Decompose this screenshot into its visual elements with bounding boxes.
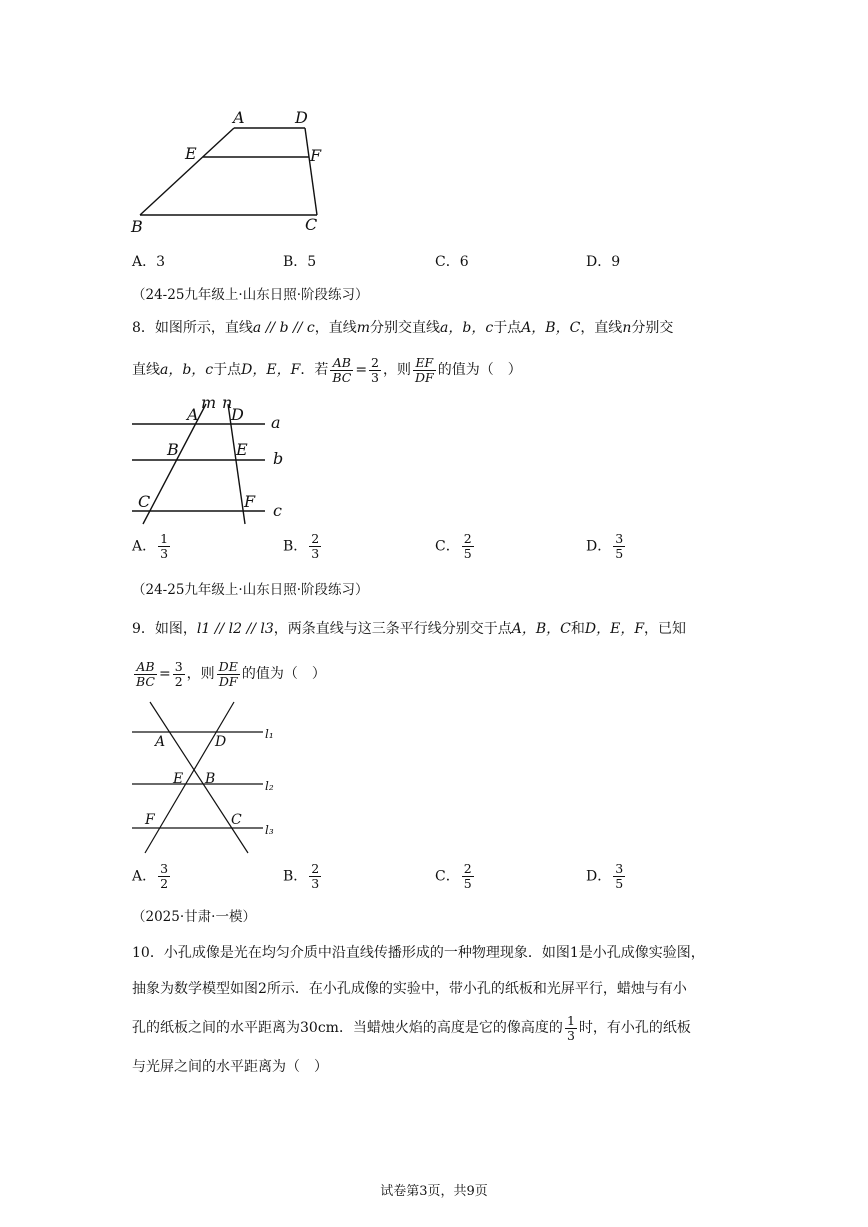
label-F: F (145, 812, 155, 828)
label-A: A (233, 108, 245, 127)
q10-stem-line2: 抽象为数学模型如图2所示．在小孔成像的实验中，带小孔的纸板和光屏平行，蜡烛与有小 (132, 981, 687, 997)
segment-AB (140, 128, 234, 215)
figure-q9-crossing-lines (125, 698, 290, 858)
q9-stem-line1: 9．如图，l1 // l2 // l3，两条直线与这三条平行线分别交于点A，B，C和D，E，F，已知 (132, 621, 687, 637)
label-A: A (155, 734, 166, 750)
q9-given-ratio: $\frac{AB}{BC}$ (136, 658, 155, 689)
label-C: C (138, 492, 151, 511)
label-D: D (231, 405, 244, 424)
label-l2: l₂ (265, 779, 274, 793)
label-F: F (310, 146, 322, 165)
q8-given-ratio: $\frac{AB}{BC}$ (332, 354, 352, 385)
q9-option-a[interactable]: A． $\frac{3}{2}$ (132, 861, 169, 891)
q8-option-a[interactable]: A． $\frac{1}{3}$ (132, 531, 169, 561)
q8-asked-ratio: $\frac{EF}{DF}$ (415, 354, 434, 385)
label-B: B (167, 440, 179, 459)
label-B: B (131, 217, 143, 236)
q9-asked-ratio: $\frac{DE}{DF}$ (218, 658, 238, 689)
figure-q7-trapezoid (125, 105, 335, 240)
q9-option-d[interactable]: D． $\frac{3}{5}$ (586, 861, 624, 891)
q9-source: （24-25九年级上·山东日照·阶段练习） (132, 582, 369, 598)
label-m: m (201, 393, 217, 412)
label-C: C (231, 812, 242, 828)
label-b: b (273, 449, 284, 468)
segment-DC (305, 128, 317, 215)
q7-option-b[interactable]: B．5 (283, 254, 317, 270)
label-E: E (185, 144, 197, 163)
line-DF (145, 702, 234, 853)
label-l1: l₁ (265, 727, 274, 741)
q8-option-b[interactable]: B． $\frac{2}{3}$ (283, 531, 320, 561)
label-E: E (173, 771, 184, 787)
page-footer: 试卷第3页，共9页 (380, 1184, 488, 1199)
q10-stem-line3: 孔的纸板之间的水平距离为30cm．当蜡烛火焰的高度是它的像高度的 $\frac{1}{3}$ 时，有小孔的纸板 (132, 1012, 691, 1043)
q8-stem-line2: 直线a，b，c于点D，E，F．若 $\frac{AB}{BC}$ = $\frac{2}{3}$ ，则 $\frac{EF}{DF}$ 的值为（ ） (132, 354, 522, 385)
label-a: a (271, 413, 281, 432)
q8-stem-line1: 8．如图所示，直线a // b // c，直线m分别交直线a，b，c于点A，B，C，直线n分别交 (132, 320, 674, 336)
q9-option-c[interactable]: C． $\frac{2}{5}$ (435, 861, 472, 891)
label-F: F (244, 492, 256, 511)
q9-stem-line2: $\frac{AB}{BC}$ = $\frac{3}{2}$ ，则 $\frac{DE}{DF}$ 的值为（ ） (136, 658, 326, 689)
q7-option-c[interactable]: C．6 (435, 254, 469, 270)
label-l3: l₃ (265, 823, 274, 837)
label-C: C (305, 215, 318, 234)
q9-option-b[interactable]: B． $\frac{2}{3}$ (283, 861, 320, 891)
q8-option-d[interactable]: D． $\frac{3}{5}$ (586, 531, 624, 561)
figure-q8-parallel-lines (125, 392, 295, 527)
q8-option-c[interactable]: C． $\frac{2}{5}$ (435, 531, 472, 561)
q7-option-a[interactable]: A．3 (132, 254, 166, 270)
line-AC (150, 702, 248, 853)
label-A: A (187, 405, 199, 424)
label-E: E (236, 440, 248, 459)
q7-option-d[interactable]: D．9 (586, 254, 621, 270)
label-c: c (273, 501, 282, 520)
label-B: B (205, 771, 216, 787)
q10-stem-line1: 10．小孔成像是光在均匀介质中沿直线传播形成的一种物理现象．如图1是小孔成像实验图， (132, 945, 705, 961)
q10-source: （2025·甘肃·一模） (132, 909, 256, 925)
q8-source: （24-25九年级上·山东日照·阶段练习） (132, 287, 369, 303)
label-D: D (295, 108, 308, 127)
q10-stem-line4: 与光屏之间的水平距离为（ ） (132, 1059, 328, 1075)
q10-fraction: $\frac{1}{3}$ (566, 1012, 575, 1043)
label-n: n (222, 393, 233, 412)
label-D: D (215, 734, 227, 750)
